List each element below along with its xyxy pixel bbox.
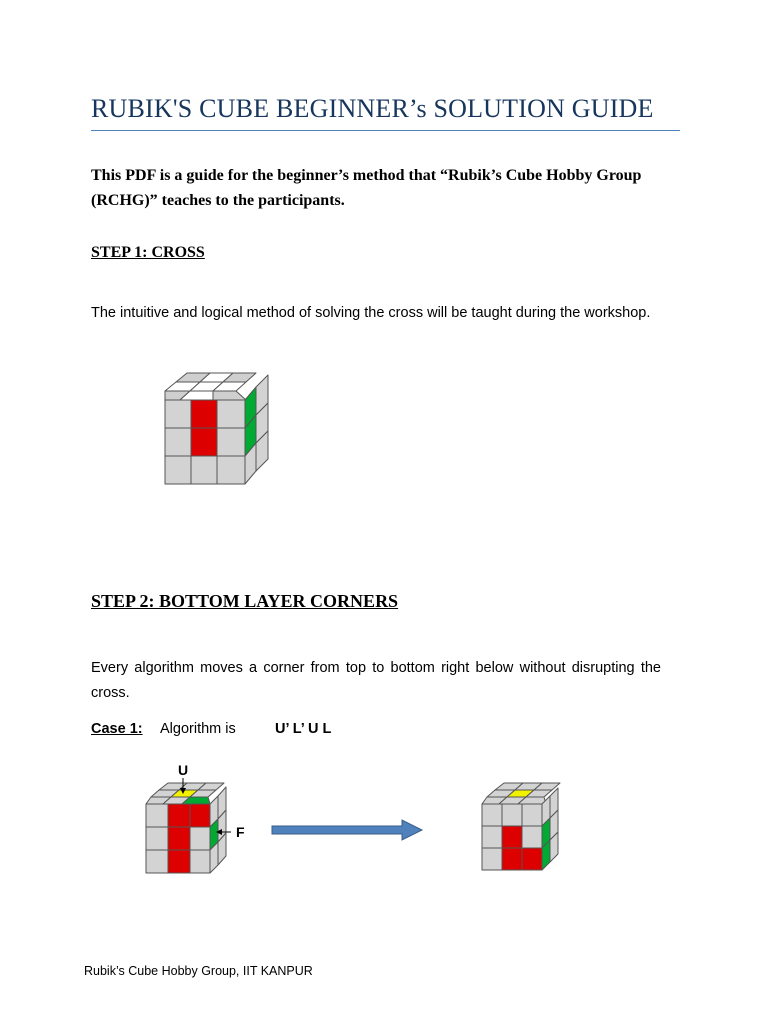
step1-heading: STEP 1: CROSS [91, 244, 205, 261]
case1-before-cube [140, 760, 260, 875]
page-title: RUBIK'S CUBE BEGINNER’s SOLUTION GUIDE [91, 94, 654, 123]
algorithm-value: U’ L’ U L [275, 721, 332, 737]
case1-label: Case 1: [91, 721, 143, 737]
step2-paragraph: Every algorithm moves a corner from top to bottom right below without disrupting the cross. [91, 660, 661, 701]
cross-cube-illustration [160, 370, 275, 490]
transition-arrow-icon [270, 818, 425, 842]
label-u: U [178, 762, 189, 778]
title-divider [91, 130, 680, 131]
page-footer: Rubik’s Cube Hobby Group, IIT KANPUR [84, 964, 313, 978]
intro-paragraph: This PDF is a guide for the beginner’s method that “Rubik’s Cube Hobby Group (RCHG)” teaches to the participants. [91, 167, 642, 209]
algorithm-label: Algorithm is [160, 721, 236, 737]
step1-paragraph: The intuitive and logical method of solving the cross will be taught during the workshop. [91, 305, 651, 321]
step2-heading: STEP 2: BOTTOM LAYER CORNERS [91, 591, 399, 611]
label-f: F [236, 824, 245, 840]
case1-after-cube [478, 780, 568, 875]
